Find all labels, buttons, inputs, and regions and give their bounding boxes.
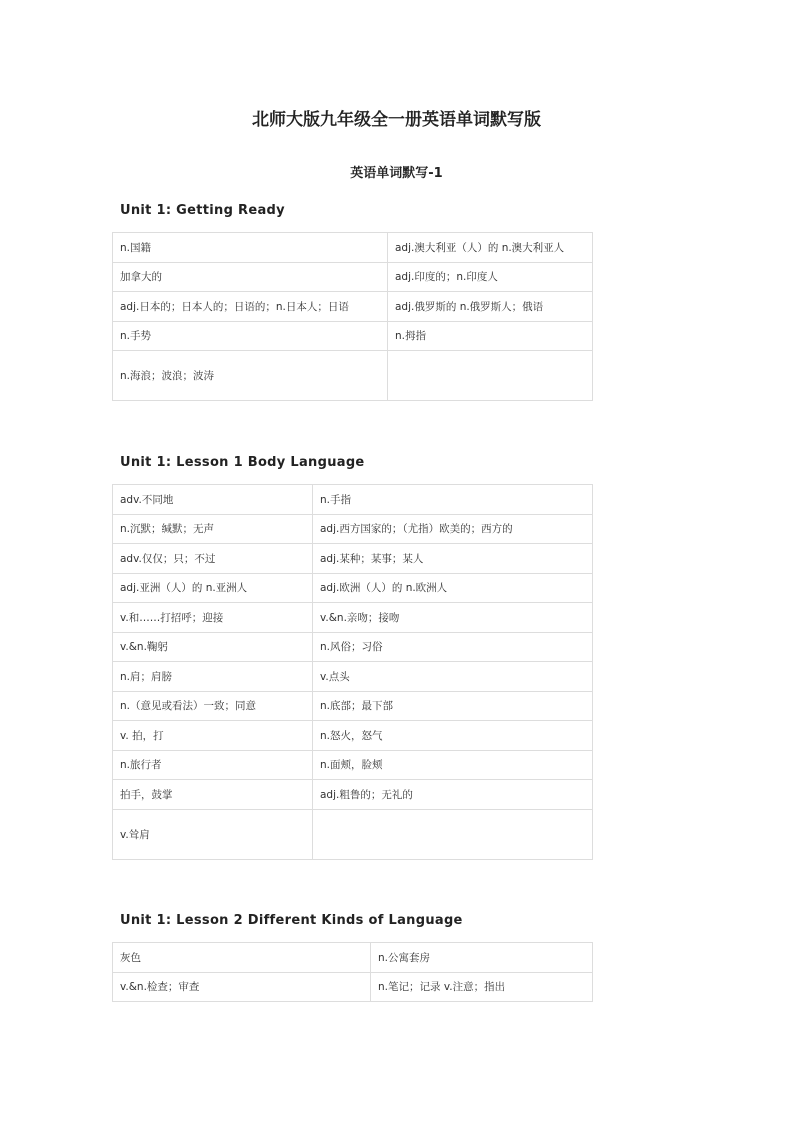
table-row — [113, 603, 593, 633]
table-row — [113, 943, 593, 973]
table-cell — [388, 351, 593, 401]
table-cell: n.国籍 — [113, 233, 388, 263]
table-cell: v.&n.亲吻；接吻 — [313, 603, 593, 633]
table-row — [113, 632, 593, 662]
table-cell: n.沉默；缄默；无声 — [113, 514, 313, 544]
table-cell: adj.俄罗斯的 n.俄罗斯人；俄语 — [388, 292, 593, 322]
document-title: 北师大版九年级全一册英语单词默写版 — [252, 110, 541, 130]
table-cell: n.手势 — [113, 321, 388, 351]
table-cell: n.海浪；波浪；波涛 — [113, 351, 388, 401]
table-row — [113, 292, 593, 322]
table-row — [113, 691, 593, 721]
table-cell: adj.欧洲（人）的 n.欧洲人 — [313, 573, 593, 603]
table-cell: v. 拍，打 — [113, 721, 313, 751]
table-cell: adj.西方国家的；（尤指）欧美的；西方的 — [313, 514, 593, 544]
table-row — [113, 750, 593, 780]
table-cell: n.笔记；记录 v.注意；指出 — [371, 972, 593, 1002]
section-heading-getting-ready: Unit 1: Getting Ready — [120, 203, 285, 218]
table-cell: adj.印度的；n.印度人 — [388, 262, 593, 292]
table-row — [113, 233, 593, 263]
table-cell: v.点头 — [313, 662, 593, 692]
table-cell: 拍手，鼓掌 — [113, 780, 313, 810]
section-heading-lesson-1: Unit 1: Lesson 1 Body Language — [120, 455, 365, 470]
table-row — [113, 485, 593, 515]
table-row — [113, 514, 593, 544]
table-cell: adj.澳大利亚（人）的 n.澳大利亚人 — [388, 233, 593, 263]
table-row — [113, 321, 593, 351]
table-cell: n.旅行者 — [113, 750, 313, 780]
document-subtitle: 英语单词默写-1 — [350, 166, 443, 181]
table-cell: n.手指 — [313, 485, 593, 515]
table-row — [113, 351, 593, 401]
table-row — [113, 721, 593, 751]
table-cell: adj.某种；某事；某人 — [313, 544, 593, 574]
table-cell: n.公寓套房 — [371, 943, 593, 973]
table-row — [113, 809, 593, 859]
table-cell: v.和……打招呼；迎接 — [113, 603, 313, 633]
table-cell: n.风俗；习俗 — [313, 632, 593, 662]
table-cell: n.面颊，脸颊 — [313, 750, 593, 780]
table-cell: 灰色 — [113, 943, 371, 973]
table-row — [113, 780, 593, 810]
table-cell — [313, 809, 593, 859]
table-cell: n.怒火，怒气 — [313, 721, 593, 751]
table-cell: v.耸肩 — [113, 809, 313, 859]
table-cell: n.底部；最下部 — [313, 691, 593, 721]
table-cell: adv.仅仅；只；不过 — [113, 544, 313, 574]
vocab-table-getting-ready — [112, 232, 593, 401]
table-row — [113, 972, 593, 1002]
vocab-table-lesson-2 — [112, 942, 593, 1002]
table-cell: n.拇指 — [388, 321, 593, 351]
table-cell: v.&n.鞠躬 — [113, 632, 313, 662]
table-cell: n.肩；肩膀 — [113, 662, 313, 692]
table-cell: adj.粗鲁的；无礼的 — [313, 780, 593, 810]
table-cell: n.（意见或看法）一致；同意 — [113, 691, 313, 721]
table-cell: adj.日本的；日本人的；日语的；n.日本人；日语 — [113, 292, 388, 322]
table-cell: adj.亚洲（人）的 n.亚洲人 — [113, 573, 313, 603]
table-cell: v.&n.检查；审查 — [113, 972, 371, 1002]
table-row — [113, 662, 593, 692]
vocab-table-lesson-1 — [112, 484, 593, 860]
table-row — [113, 573, 593, 603]
table-row — [113, 262, 593, 292]
table-cell: 加拿大的 — [113, 262, 388, 292]
section-heading-lesson-2: Unit 1: Lesson 2 Different Kinds of Language — [120, 913, 463, 928]
table-row — [113, 544, 593, 574]
table-cell: adv.不同地 — [113, 485, 313, 515]
